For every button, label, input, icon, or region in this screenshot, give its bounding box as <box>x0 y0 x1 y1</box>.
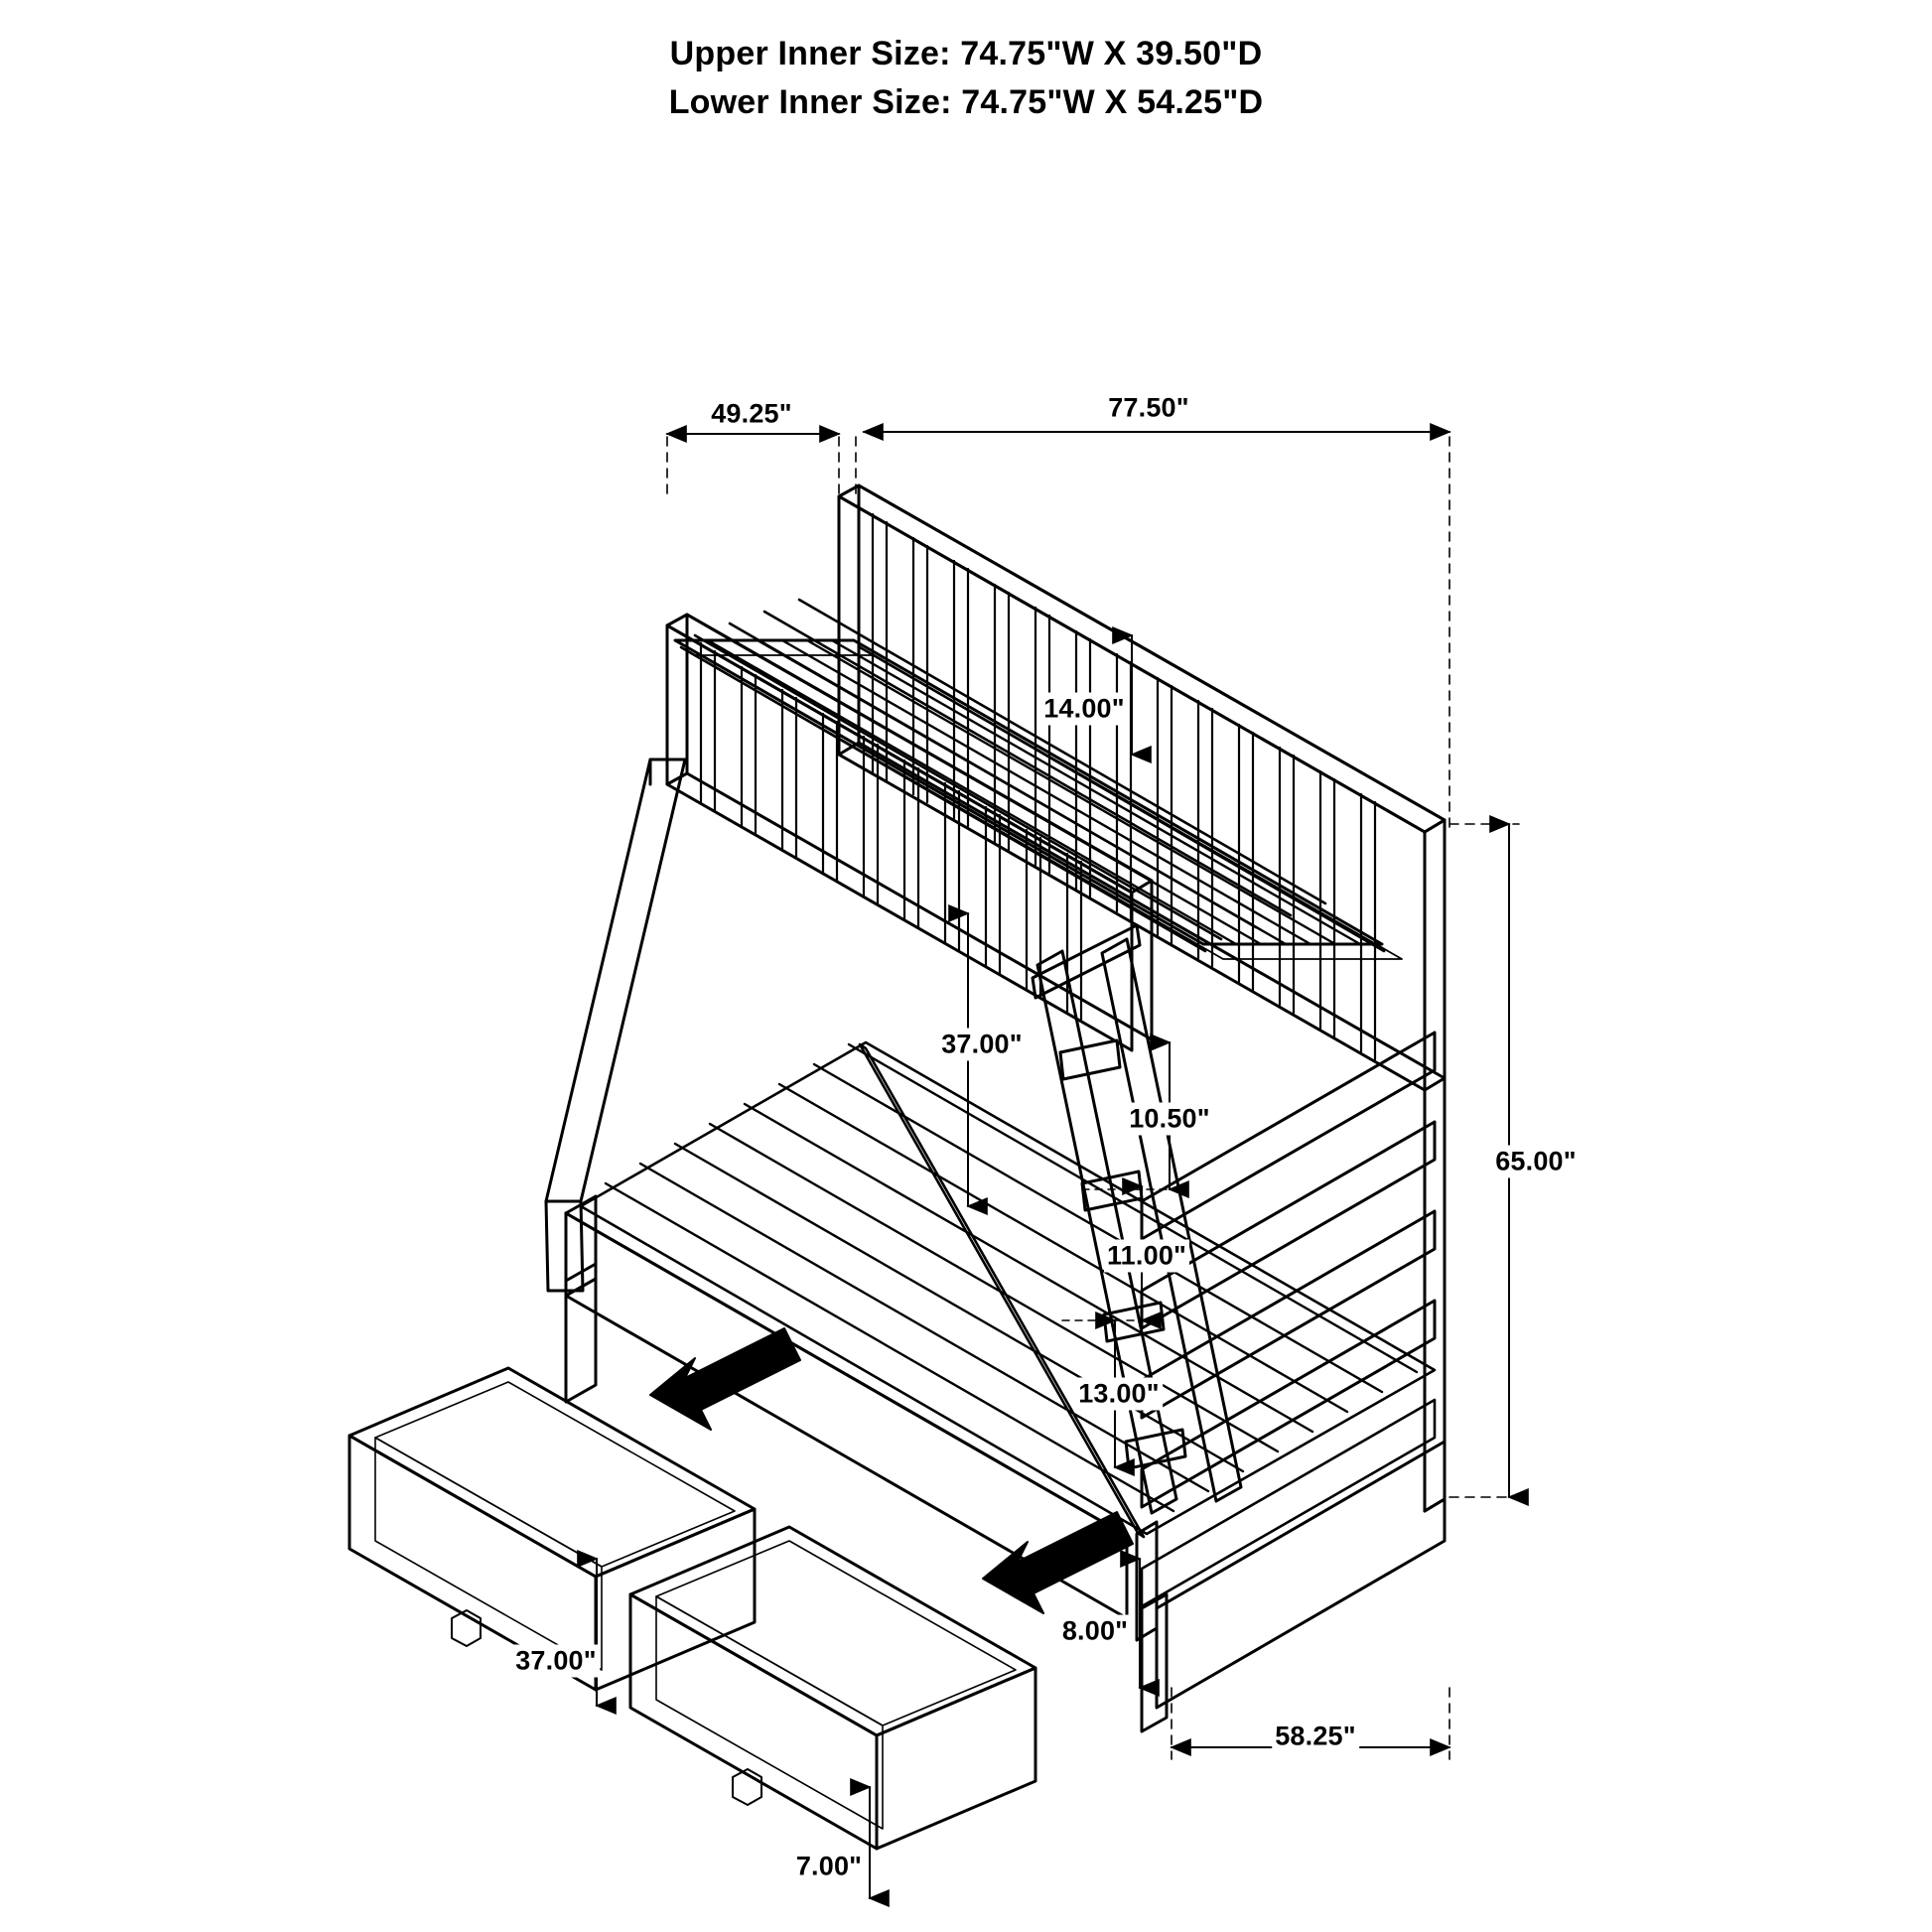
dim-label-overall-height: 65.00" <box>1492 1146 1580 1178</box>
dim-label-drawer-height: 7.00" <box>793 1851 865 1883</box>
dim-label-drawer-depth: 37.00" <box>512 1645 600 1678</box>
dim-label-top-right-width: 77.50" <box>1105 392 1192 425</box>
dim-label-ladder-step-3: 13.00" <box>1075 1378 1163 1411</box>
dim-label-top-left-width: 49.25" <box>708 398 795 431</box>
storage-drawer-right <box>630 1527 1035 1849</box>
lower-inner-size-label: Lower Inner Size: 74.75"W X 54.25"D <box>668 83 1264 122</box>
dim-label-upper-rail-height: 14.00" <box>1040 693 1128 726</box>
drawer-insert-arrows <box>650 1328 1133 1613</box>
dim-label-ladder-step-1: 10.50" <box>1126 1103 1213 1136</box>
dim-label-base-depth: 58.25" <box>1272 1721 1359 1753</box>
interior-dimension-lines <box>597 635 1170 1898</box>
upper-platform-slats <box>695 600 1325 939</box>
dim-label-floor-clearance: 8.00" <box>1059 1615 1131 1648</box>
dim-label-ladder-step-2: 11.00" <box>1104 1240 1189 1273</box>
dim-label-bunk-clearance: 37.00" <box>938 1029 1026 1061</box>
upper-inner-size-label: Upper Inner Size: 74.75"W X 39.50"D <box>669 35 1263 72</box>
ladder <box>1033 925 1241 1513</box>
